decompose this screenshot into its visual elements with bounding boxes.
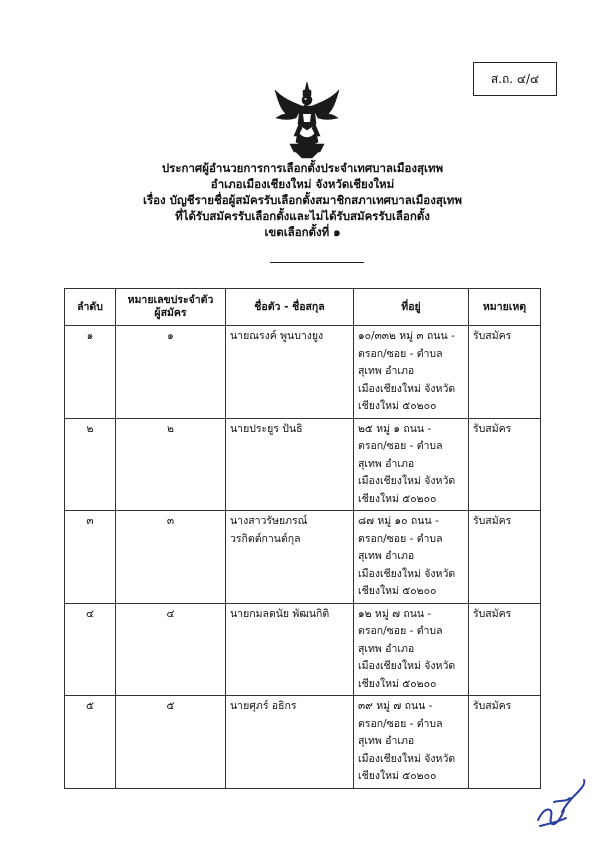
cell-number: ๑ [116, 326, 226, 419]
header-order: ลำดับ [65, 289, 116, 326]
name-line-1: นางสาวรัษยภรณ์ [230, 515, 308, 527]
name-line-2: วรกิตต์กานต์กุล [230, 532, 301, 545]
table-header-row [65, 289, 541, 326]
address-line: เชียงใหม่ ๕๐๒๐๐ [358, 400, 437, 412]
cell-order: ๕ [65, 696, 116, 789]
cell-remark: รับสมัคร [469, 418, 541, 511]
name-line-1: นายกมลดนัย พัฒนกิติ [230, 607, 330, 620]
address-line: ตรอก/ซอย - ตำบล [358, 440, 443, 452]
address-line: ตรอก/ซอย - ตำบล [358, 717, 443, 730]
header-candidate-number [116, 289, 226, 326]
address-line: สุเทพ อำเภอ [358, 365, 415, 377]
address-line: ตรอก/ซอย - ตำบล [358, 532, 443, 545]
form-code-text: ส.ถ. ๔/๔ [490, 71, 540, 86]
cell-remark: รับสมัคร [469, 696, 541, 789]
header-line-1: ประกาศผู้อำนวยการการเลือกตั้งประจำเทศบาลเมืองสุเทพ [161, 161, 444, 175]
candidate-table [64, 288, 541, 789]
header-number-line-2: ผู้สมัคร [154, 307, 187, 319]
cell-address [354, 326, 469, 419]
cell-address [354, 418, 469, 511]
address-line: เมืองเชียงใหม่ จังหวัด [358, 752, 456, 765]
header-divider [270, 262, 364, 263]
table-row [65, 418, 541, 511]
cell-order: ๔ [65, 603, 116, 696]
cell-number: ๕ [116, 696, 226, 789]
signature-mark-icon [532, 772, 592, 834]
address-line: เมืองเชียงใหม่ จังหวัด [358, 475, 456, 487]
cell-remark: รับสมัคร [469, 511, 541, 604]
table-row [65, 603, 541, 696]
address-line: ๑๒ หมู่ ๗ ถนน - [358, 607, 432, 620]
address-line: ตรอก/ซอย - ตำบล [358, 347, 443, 360]
cell-order: ๓ [65, 511, 116, 604]
address-line: ๓๙ หมู่ ๗ ถนน - [358, 700, 433, 712]
cell-remark: รับสมัคร [469, 326, 541, 419]
header-number-line-1: หมายเลขประจำตัว [127, 294, 214, 306]
announcement-header [0, 160, 605, 240]
cell-name [226, 511, 354, 604]
address-line: เมืองเชียงใหม่ จังหวัด [358, 660, 456, 672]
cell-order: ๑ [65, 326, 116, 419]
header-line-2: อำเภอเมืองเชียงใหม่ จังหวัดเชียงใหม่ [210, 177, 395, 191]
name-line-1: นายประยูร ปันธิ [230, 422, 303, 435]
table-row [65, 326, 541, 419]
address-line: ๑๐/๓๓๒ หมู่ ๓ ถนน - [358, 330, 455, 342]
address-line: เชียงใหม่ ๕๐๒๐๐ [358, 677, 437, 690]
address-line: สุเทพ อำเภอ [358, 642, 415, 655]
header-line-5: เขตเลือกตั้งที่ ๑ [264, 225, 341, 239]
address-line: เมืองเชียงใหม่ จังหวัด [358, 382, 456, 395]
header-line-4: ที่ได้รับสมัครรับเลือกตั้งและไม่ได้รับสมัครรับเลือกตั้ง [175, 209, 430, 223]
address-line: เชียงใหม่ ๕๐๒๐๐ [358, 492, 437, 505]
cell-name [226, 696, 354, 789]
header-remark: หมายเหตุ [469, 289, 541, 326]
cell-name [226, 326, 354, 419]
cell-name [226, 418, 354, 511]
cell-remark: รับสมัคร [469, 603, 541, 696]
address-line: ๘๗ หมู่ ๑๐ ถนน - [358, 515, 439, 527]
cell-address [354, 696, 469, 789]
address-line: ตรอก/ซอย - ตำบล [358, 625, 443, 637]
header-address: ที่อยู่ [354, 289, 469, 326]
cell-address [354, 603, 469, 696]
address-line: สุเทพ อำเภอ [358, 550, 415, 562]
header-name: ชื่อตัว - ชื่อสกุล [226, 289, 354, 326]
name-line-1: นายณรงค์ พูนบางยูง [230, 330, 324, 342]
address-line: เมืองเชียงใหม่ จังหวัด [358, 567, 456, 580]
header-line-3: เรื่อง บัญชีรายชื่อผู้สมัครรับเลือกตั้งสมาชิกสภาเทศบาลเมืองสุเทพ [143, 193, 462, 207]
address-line: เชียงใหม่ ๕๐๒๐๐ [358, 585, 437, 597]
address-line: สุเทพ อำเภอ [358, 457, 415, 470]
address-line: เชียงใหม่ ๕๐๒๐๐ [358, 770, 437, 782]
cell-number: ๔ [116, 603, 226, 696]
form-code-box [473, 62, 557, 96]
address-line: สุเทพ อำเภอ [358, 735, 415, 747]
garuda-emblem-icon [272, 80, 342, 160]
cell-name [226, 603, 354, 696]
address-line: ๒๕ หมู่ ๑ ถนน - [358, 422, 432, 435]
name-line-1: นายศุภร์ อธิกร [230, 700, 297, 712]
cell-number: ๓ [116, 511, 226, 604]
table-row [65, 511, 541, 604]
cell-address [354, 511, 469, 604]
table-row [65, 696, 541, 789]
cell-order: ๒ [65, 418, 116, 511]
cell-number: ๒ [116, 418, 226, 511]
